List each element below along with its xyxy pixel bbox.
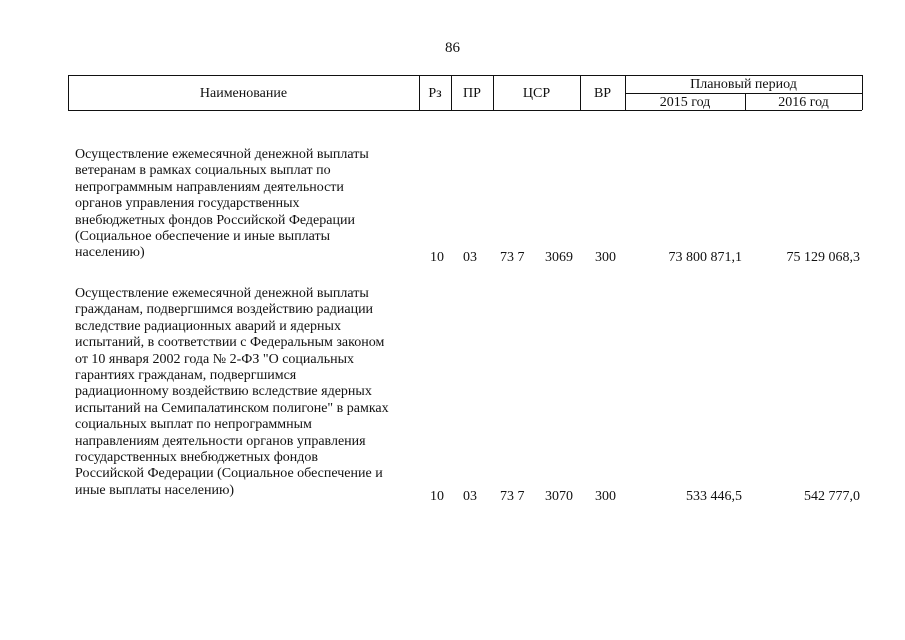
header-border-right — [862, 75, 863, 110]
row-rz: 10 — [430, 250, 444, 265]
header-name: Наименование — [199, 86, 288, 101]
row-value-2015: 533 446,5 — [686, 489, 742, 504]
header-planned-period: Плановый период — [690, 77, 797, 92]
row-csr-code: 3069 — [545, 250, 573, 265]
header-year-2015: 2015 год — [659, 95, 711, 110]
row-vr: 300 — [595, 489, 616, 504]
row-name: Осуществление ежемесячной денежной выплаты гражданам, подвергшимся воздействию радиации вследствие радиационных аварий и ядерных испытаний, в соответствии с Федеральным законом от 10 января 2002 года № 2-ФЗ "О социальных гарантиях гражданам, подвергшимся радиационному воздействию вследствие ядерных испытаний на Семипалатинском полигоне" в рамках социальных выплат по непрограммным направлениям деятельности органов управления государственных внебюджетных фондов Российской Федерации (Социальное обеспечение и иные выплаты населению) — [75, 286, 389, 498]
row-csr-prefix: 73 7 — [500, 250, 525, 265]
row-value-2016: 75 129 068,3 — [786, 250, 860, 265]
header-vr: ВР — [593, 86, 612, 101]
row-csr-code: 3070 — [545, 489, 573, 504]
header-rz: Рз — [428, 86, 442, 101]
header-year-2016: 2016 год — [778, 95, 829, 110]
row-vr: 300 — [595, 250, 616, 265]
row-value-2015: 73 800 871,1 — [668, 250, 742, 265]
header-pr: ПР — [463, 86, 481, 101]
header-csr: ЦСР — [522, 86, 551, 101]
page-number: 86 — [445, 40, 460, 56]
row-name: Осуществление ежемесячной денежной выплаты ветеранам в рамках социальных выплат по непрограммным направлениям деятельности органов управления государственных внебюджетных фондов Российской Федерации (Социальное обеспечение и иные выплаты населению) — [75, 147, 369, 261]
row-pr: 03 — [463, 489, 477, 504]
row-pr: 03 — [463, 250, 477, 265]
row-rz: 10 — [430, 489, 444, 504]
planned-period-divider — [625, 93, 862, 94]
row-csr-prefix: 73 7 — [500, 489, 525, 504]
header-top-border — [68, 75, 862, 76]
row-value-2016: 542 777,0 — [804, 489, 860, 504]
